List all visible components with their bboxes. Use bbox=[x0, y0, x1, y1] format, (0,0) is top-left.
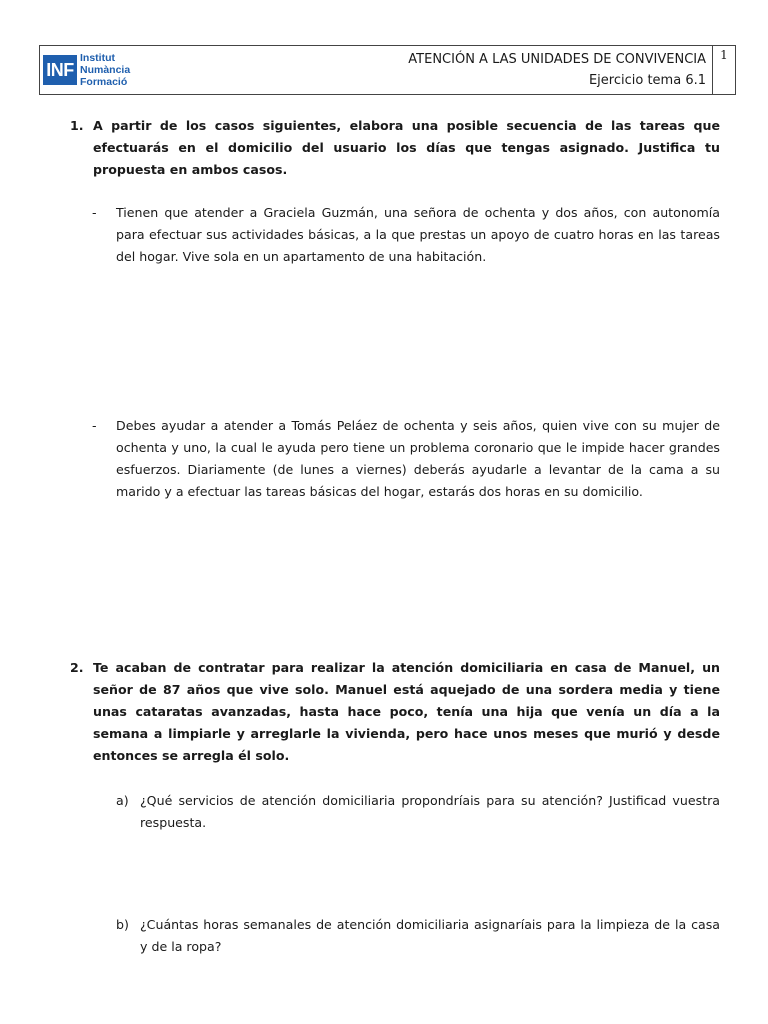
document-title: ATENCIÓN A LAS UNIDADES DE CONVIVENCIA bbox=[408, 52, 706, 67]
document-subtitle: Ejercicio tema 6.1 bbox=[588, 73, 706, 88]
item-a-label: a) bbox=[116, 793, 129, 808]
question-1-number: 1. bbox=[70, 118, 84, 133]
logo-line-1: Institut bbox=[80, 52, 115, 64]
logo-mark: INF bbox=[43, 55, 77, 85]
page-number: 1 bbox=[712, 46, 735, 94]
case-1-bullet: - bbox=[92, 205, 97, 220]
question-2-text: Te acaban de contratar para realizar la atención domiciliaria en casa de Manuel, un señor de 87 años que vive solo. Manuel está aquejado de una sordera media y tiene unas cataratas avanzadas, hasta hace poco, tenía una hija que venía un día a la semana a limpiarle y arreglarle la vivienda, pero hace unos meses que murió y desde entonces se arregla él solo. bbox=[93, 660, 720, 763]
case-1-text: Tienen que atender a Graciela Guzmán, una señora de ochenta y dos años, con autonomía para efectuar sus actividades básicas, a la que prestas un apoyo de cuatro horas en las tareas del hogar. Vive sola en un apartamento de una habitación. bbox=[116, 205, 720, 264]
item-a-text: ¿Qué servicios de atención domiciliaria propondríais para su atención? Justificad vuestra respuesta. bbox=[140, 793, 720, 830]
page-header bbox=[39, 45, 736, 95]
question-2-number: 2. bbox=[70, 660, 84, 675]
logo-line-3: Formació bbox=[80, 76, 128, 88]
case-2-bullet: - bbox=[92, 418, 97, 433]
header-title-block bbox=[143, 46, 712, 94]
item-b-text: ¿Cuántas horas semanales de atención domiciliaria asignaríais para la limpieza de la casa y de la ropa? bbox=[140, 917, 720, 954]
case-2-text: Debes ayudar a atender a Tomás Peláez de ochenta y seis años, quien vive con su mujer de ochenta y uno, la cual le ayuda pero tiene un problema coronario que le impide hacer grandes esfuerzos. Diariamente (de lunes a viernes) deberás ayudarle a levantar de la cama a su marido y a efectuar las tareas básicas del hogar, estarás dos horas en su domicilio. bbox=[116, 418, 720, 499]
logo-line-2: Numància bbox=[80, 64, 131, 76]
logo bbox=[40, 46, 143, 94]
item-b-label: b) bbox=[116, 917, 129, 932]
logo-text bbox=[80, 52, 130, 88]
question-1-text: A partir de los casos siguientes, elabora una posible secuencia de las tareas que efectuarás en el domicilio del usuario los días que tengas asignado. Justifica tu propuesta en ambos casos. bbox=[93, 118, 720, 177]
